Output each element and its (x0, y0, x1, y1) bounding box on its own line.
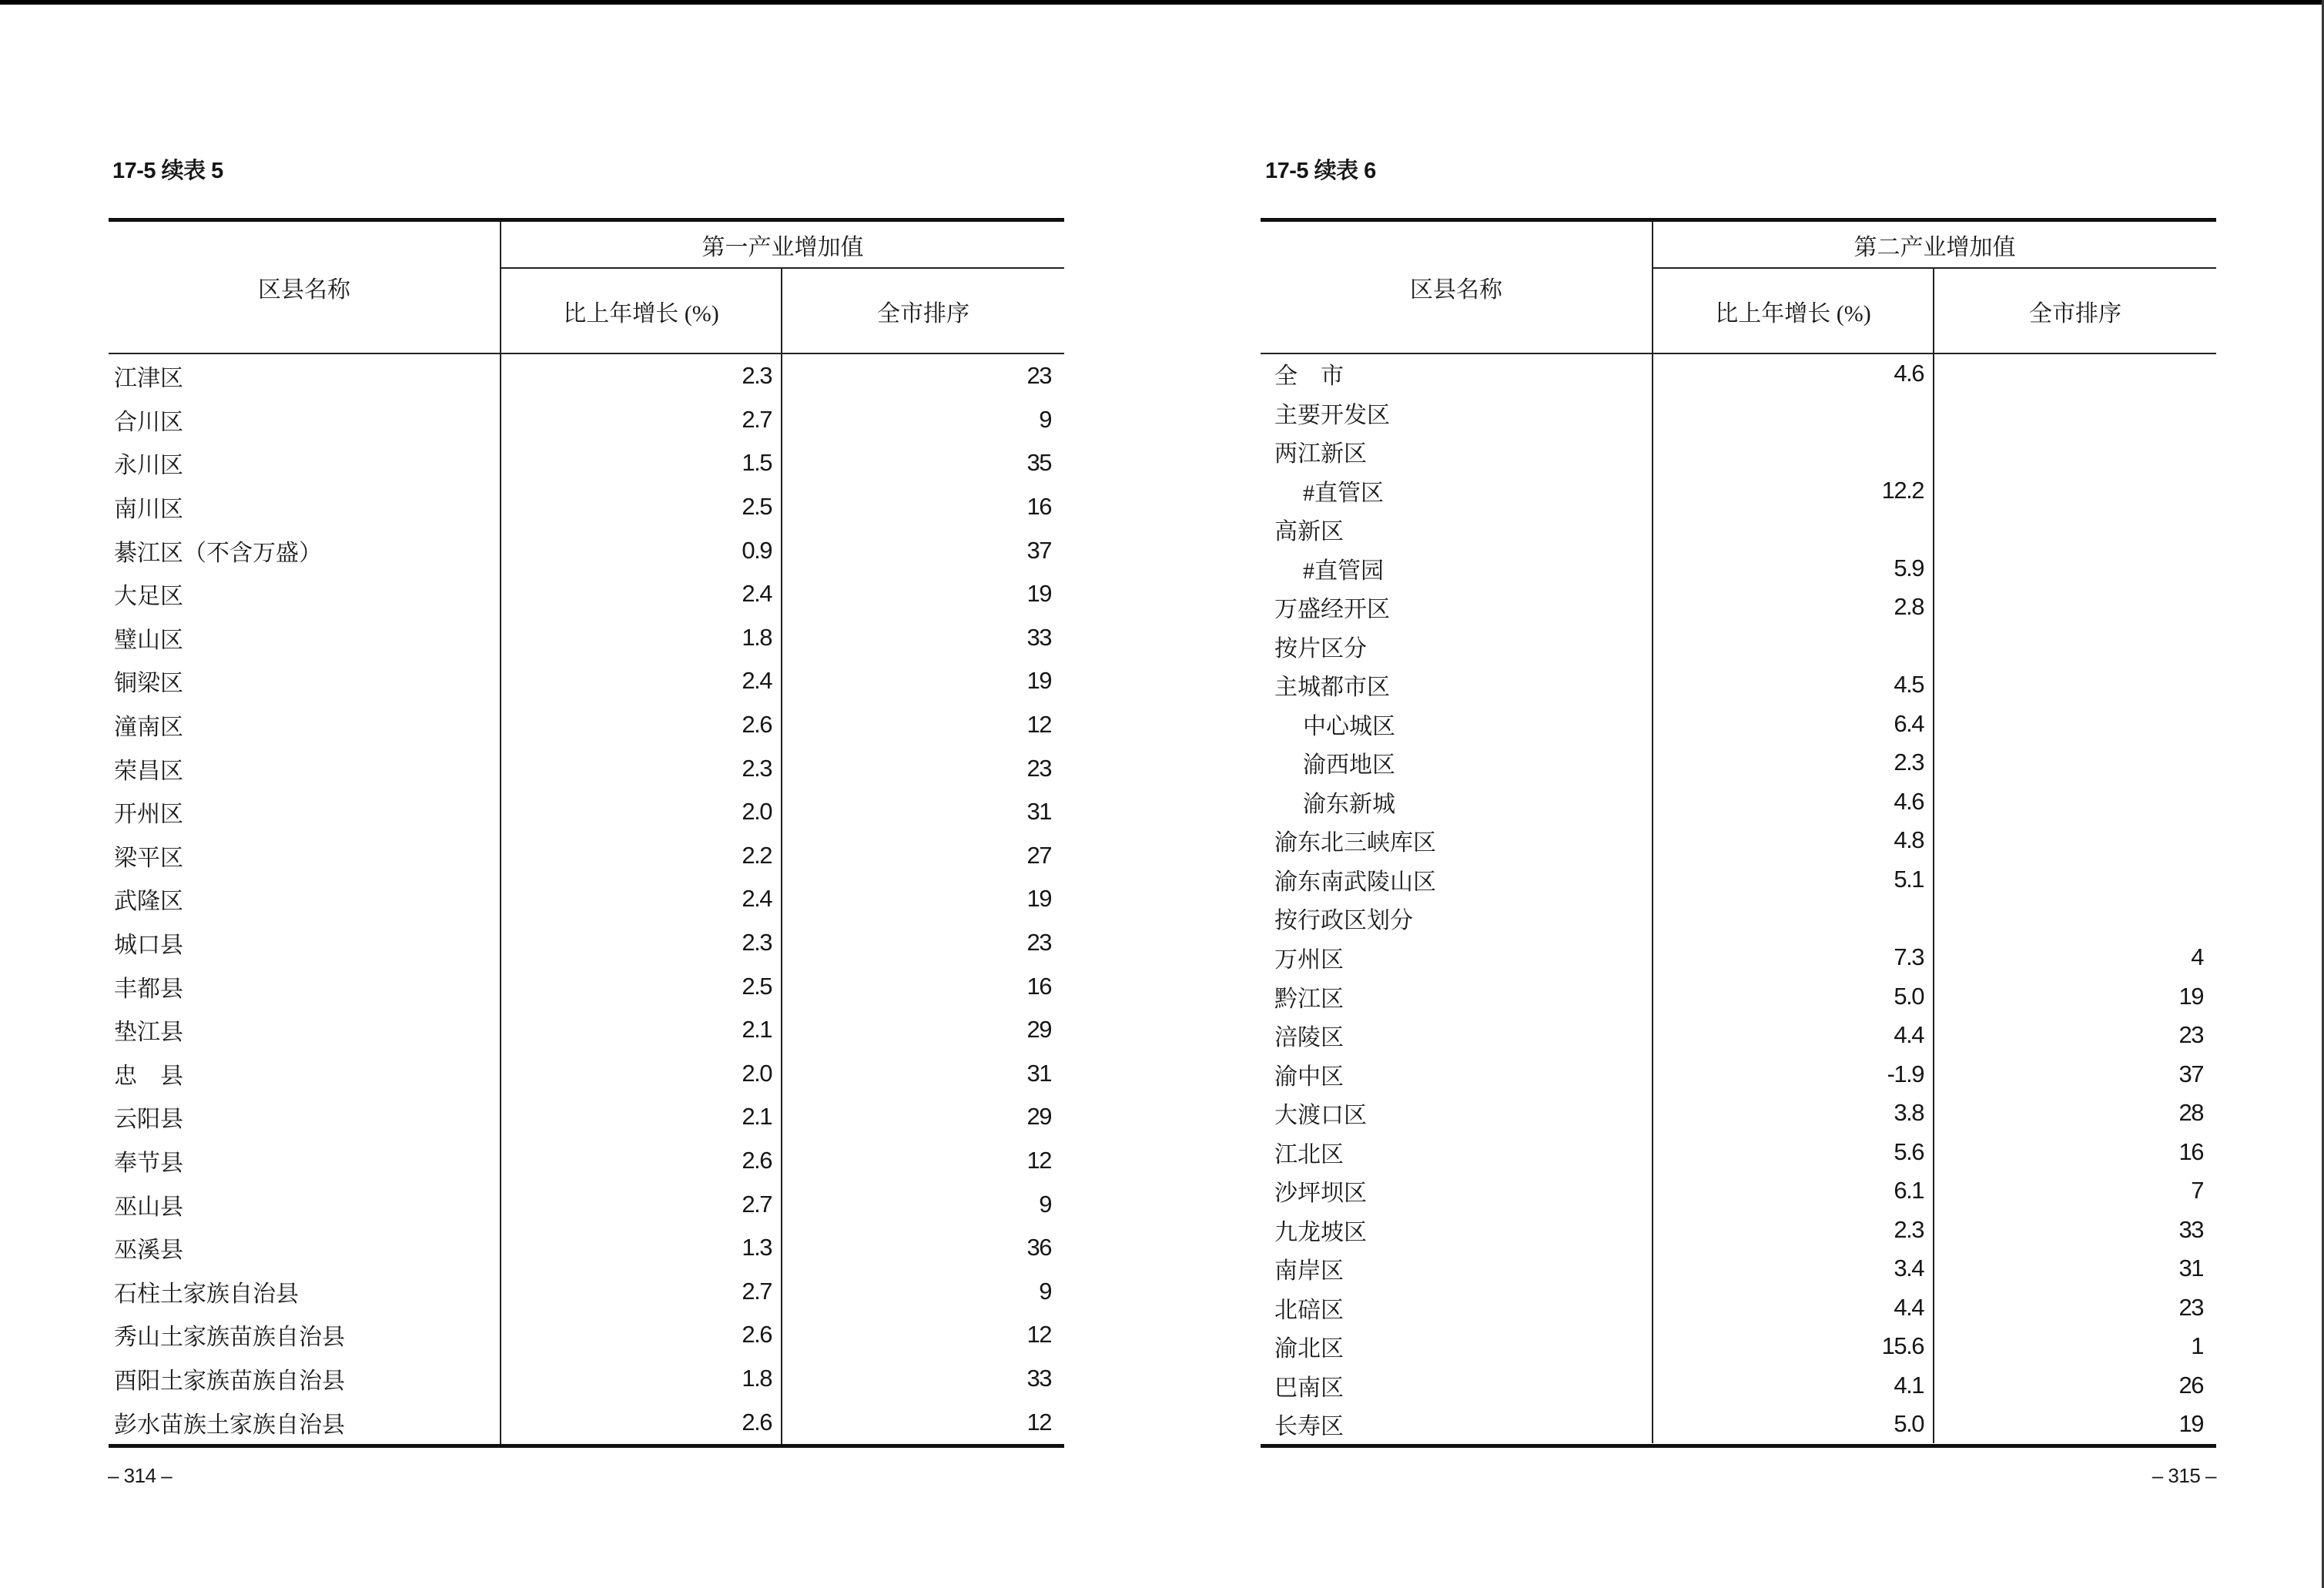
table-row (109, 834, 1064, 878)
growth-value: 2.6 (501, 1313, 782, 1357)
table-header (109, 222, 1064, 354)
table-row (109, 616, 1064, 660)
table-row (1261, 1054, 2216, 1094)
table-row (1261, 1094, 2216, 1133)
rank-value: 33 (2178, 1215, 2203, 1243)
district-name: 沙坪坝区 (1261, 1171, 1653, 1211)
table-row (109, 528, 1064, 572)
growth-value: 2.3 (501, 746, 782, 790)
rank-value: 23 (1026, 929, 1051, 956)
district-name: 按片区分 (1261, 627, 1653, 666)
district-name: 主城都市区 (1261, 665, 1653, 705)
district-name: 巫山县 (109, 1182, 501, 1226)
district-name: 高新区 (1261, 510, 1653, 549)
district-name: 渝东北三峡库区 (1261, 821, 1653, 860)
district-name: 酉阳土家族苗族自治县 (109, 1357, 501, 1401)
growth-value: 2.3 (1653, 1210, 1934, 1249)
secondary-industry-table (1261, 218, 2216, 1448)
table-row (109, 1052, 1064, 1096)
growth-value: 2.7 (501, 1182, 782, 1226)
header-industry-group: 第一产业增加值 (501, 222, 1064, 269)
growth-value: 1.3 (501, 1226, 782, 1270)
table-header (1261, 222, 2216, 354)
district-name: 忠 县 (109, 1052, 501, 1096)
table-row (1261, 588, 2216, 627)
district-name: 丰都县 (109, 964, 501, 1008)
page-title: 17-5 续表 5 (112, 159, 223, 183)
table-row (109, 1269, 1064, 1313)
rank-value: 12 (1026, 1408, 1051, 1436)
rank-value: 35 (1026, 449, 1051, 477)
table-row (109, 921, 1064, 965)
growth-value: 4.5 (1653, 665, 1934, 705)
district-name: 铜梁区 (109, 659, 501, 703)
rank-value: 19 (1026, 580, 1051, 608)
table-body (109, 354, 1064, 1444)
growth-value: 2.3 (501, 921, 782, 965)
rank-value (1934, 510, 2216, 549)
growth-value: 4.1 (1653, 1365, 1934, 1405)
growth-value: 7.3 (1653, 938, 1934, 977)
rank-value (1934, 782, 2216, 822)
table-row (109, 790, 1064, 834)
growth-value: 5.1 (1653, 860, 1934, 900)
table-row (1261, 549, 2216, 588)
rank-value (1934, 471, 2216, 511)
rank-value: 12 (1026, 1321, 1051, 1348)
district-name: 主要开发区 (1261, 394, 1653, 433)
table-row (1261, 1365, 2216, 1405)
table-row (1261, 899, 2216, 938)
growth-value: 4.6 (1653, 354, 1934, 394)
table-row (109, 485, 1064, 529)
table-row (1261, 510, 2216, 549)
growth-value: 2.0 (501, 1052, 782, 1096)
table-row (109, 877, 1064, 921)
table-row (109, 572, 1064, 616)
table-row (109, 1313, 1064, 1357)
table-row (1261, 1327, 2216, 1366)
table-row (1261, 743, 2216, 782)
table-row (109, 1357, 1064, 1401)
rank-value: 19 (1026, 885, 1051, 913)
growth-value: 6.4 (1653, 705, 1934, 744)
table-row (1261, 394, 2216, 433)
district-name: 永川区 (109, 441, 501, 485)
table-row (1261, 1132, 2216, 1171)
rank-value: 23 (2178, 1293, 2203, 1321)
growth-value: -1.9 (1653, 1054, 1934, 1094)
rank-value: 12 (1026, 1146, 1051, 1174)
rank-value (1934, 665, 2216, 705)
rank-value (1934, 627, 2216, 666)
district-name: 大足区 (109, 572, 501, 616)
rank-value (1934, 432, 2216, 471)
growth-value: 15.6 (1653, 1327, 1934, 1366)
district-name: 万盛经开区 (1261, 588, 1653, 627)
header-growth: 比上年增长 (%) (1653, 269, 1934, 353)
growth-value: 3.8 (1653, 1094, 1934, 1133)
table-row (109, 1226, 1064, 1270)
district-name: 綦江区（不含万盛） (109, 528, 501, 572)
district-name: 全 市 (1261, 354, 1653, 394)
district-name: 两江新区 (1261, 432, 1653, 471)
growth-value: 2.3 (501, 354, 782, 398)
growth-value: 2.5 (501, 964, 782, 1008)
district-name: 合川区 (109, 398, 501, 442)
table-row (1261, 821, 2216, 860)
growth-value (1653, 899, 1934, 938)
rank-value (1934, 860, 2216, 900)
rank-value (1934, 743, 2216, 782)
district-name: 彭水苗族土家族自治县 (109, 1400, 501, 1444)
district-name: 江北区 (1261, 1132, 1653, 1171)
rank-value: 29 (1026, 1103, 1051, 1131)
district-name: 巴南区 (1261, 1365, 1653, 1405)
district-name: 潼南区 (109, 703, 501, 747)
table-row (1261, 354, 2216, 394)
scan-edge-top (0, 0, 2324, 5)
header-industry-group: 第二产业增加值 (1653, 222, 2216, 269)
growth-value: 2.4 (501, 572, 782, 616)
table-row (1261, 1016, 2216, 1055)
growth-value: 5.9 (1653, 549, 1934, 588)
rank-value: 12 (1026, 711, 1051, 739)
growth-value: 2.4 (501, 659, 782, 703)
rank-value: 7 (2191, 1177, 2203, 1204)
district-name: 城口县 (109, 921, 501, 965)
district-name: 九龙坡区 (1261, 1210, 1653, 1249)
growth-value: 2.6 (501, 1400, 782, 1444)
growth-value: 2.2 (501, 834, 782, 878)
rank-value: 9 (1039, 1190, 1051, 1218)
growth-value: 2.4 (501, 877, 782, 921)
district-name: 梁平区 (109, 834, 501, 878)
rank-value: 23 (2178, 1021, 2203, 1049)
page-number: – 314 – (108, 1464, 172, 1487)
rank-value: 29 (1026, 1016, 1051, 1044)
page-number: – 315 – (2152, 1464, 2216, 1487)
rank-value: 1 (2191, 1332, 2203, 1360)
table-row (109, 354, 1064, 398)
table-row (1261, 1171, 2216, 1211)
growth-value: 1.8 (501, 1357, 782, 1401)
growth-value: 4.6 (1653, 782, 1934, 822)
district-name: #直管区 (1261, 471, 1653, 511)
district-name: 渝东新城 (1261, 782, 1653, 822)
table-row (109, 1008, 1064, 1052)
rank-value: 27 (1026, 841, 1051, 869)
rank-value: 23 (1026, 362, 1051, 390)
table-row (109, 703, 1064, 747)
growth-value: 2.7 (501, 398, 782, 442)
rank-value: 31 (1026, 1059, 1051, 1087)
table-row (1261, 665, 2216, 705)
rank-value: 9 (1039, 1277, 1051, 1305)
growth-value: 4.4 (1653, 1016, 1934, 1055)
table-row (109, 659, 1064, 703)
growth-value (1653, 394, 1934, 433)
district-name: 渝中区 (1261, 1054, 1653, 1094)
growth-value: 0.9 (501, 528, 782, 572)
growth-value: 2.0 (501, 790, 782, 834)
header-rank: 全市排序 (2029, 300, 2121, 327)
district-name: 按行政区划分 (1261, 899, 1653, 938)
rank-value (1934, 899, 2216, 938)
table-row (109, 398, 1064, 442)
rank-value: 33 (1026, 623, 1051, 651)
growth-value: 4.4 (1653, 1288, 1934, 1327)
growth-value: 2.6 (501, 1139, 782, 1183)
growth-value: 5.0 (1653, 977, 1934, 1016)
header-district-name: 区县名称 (109, 222, 501, 353)
growth-value: 2.8 (1653, 588, 1934, 627)
header-district-name: 区县名称 (1261, 222, 1653, 353)
growth-value: 4.8 (1653, 821, 1934, 860)
table-row (1261, 705, 2216, 744)
district-name: 江津区 (109, 354, 501, 398)
growth-value: 1.8 (501, 616, 782, 660)
rank-value: 4 (2191, 943, 2203, 970)
district-name: 涪陵区 (1261, 1016, 1653, 1055)
table-row (1261, 977, 2216, 1016)
district-name: 奉节县 (109, 1139, 501, 1183)
district-name: #直管园 (1261, 549, 1653, 588)
header-rank: 全市排序 (877, 300, 969, 327)
district-name: 渝西地区 (1261, 743, 1653, 782)
district-name: 武隆区 (109, 877, 501, 921)
growth-value (1653, 432, 1934, 471)
growth-value (1653, 627, 1934, 666)
rank-value: 26 (2178, 1371, 2203, 1399)
district-name: 中心城区 (1261, 705, 1653, 744)
table-row (109, 964, 1064, 1008)
district-name: 南川区 (109, 485, 501, 529)
table-row (109, 1139, 1064, 1183)
rank-value: 31 (2178, 1255, 2203, 1282)
table-row (1261, 1405, 2216, 1444)
table-row (1261, 1288, 2216, 1327)
rank-value (1934, 549, 2216, 588)
growth-value: 12.2 (1653, 471, 1934, 511)
district-name: 云阳县 (109, 1095, 501, 1139)
growth-value: 5.0 (1653, 1405, 1934, 1444)
table-row (109, 746, 1064, 790)
table-body (1261, 354, 2216, 1444)
district-name: 开州区 (109, 790, 501, 834)
district-name: 南岸区 (1261, 1249, 1653, 1288)
table-row (1261, 471, 2216, 511)
district-name: 璧山区 (109, 616, 501, 660)
district-name: 黔江区 (1261, 977, 1653, 1016)
district-name: 万州区 (1261, 938, 1653, 977)
district-name: 渝北区 (1261, 1327, 1653, 1366)
table-row (1261, 860, 2216, 900)
district-name: 秀山土家族苗族自治县 (109, 1313, 501, 1357)
table-row (1261, 1210, 2216, 1249)
district-name: 荣昌区 (109, 746, 501, 790)
table-row (1261, 938, 2216, 977)
growth-value: 1.5 (501, 441, 782, 485)
rank-value: 16 (1026, 493, 1051, 521)
rank-value: 23 (1026, 754, 1051, 782)
district-name: 大渡口区 (1261, 1094, 1653, 1133)
growth-value (1653, 510, 1934, 549)
table-row (1261, 432, 2216, 471)
district-name: 巫溪县 (109, 1226, 501, 1270)
rank-value: 33 (1026, 1364, 1051, 1392)
rank-value (1934, 394, 2216, 433)
growth-value: 2.6 (501, 703, 782, 747)
growth-value: 5.6 (1653, 1132, 1934, 1171)
rank-value: 31 (1026, 798, 1051, 826)
rank-value (1934, 821, 2216, 860)
growth-value: 3.4 (1653, 1249, 1934, 1288)
district-name: 长寿区 (1261, 1405, 1653, 1444)
table-row (109, 1182, 1064, 1226)
growth-value: 6.1 (1653, 1171, 1934, 1211)
rank-value: 19 (2178, 1410, 2203, 1438)
growth-value: 2.7 (501, 1269, 782, 1313)
rank-value: 19 (1026, 667, 1051, 695)
growth-value: 2.3 (1653, 743, 1934, 782)
rank-value: 36 (1026, 1234, 1051, 1261)
table-row (1261, 1249, 2216, 1288)
rank-value: 37 (2178, 1060, 2203, 1087)
table-row (1261, 627, 2216, 666)
page-title: 17-5 续表 6 (1265, 159, 1376, 183)
header-growth: 比上年增长 (%) (501, 269, 782, 353)
table-row (109, 1400, 1064, 1444)
rank-value (1934, 354, 2216, 394)
rank-value (1934, 705, 2216, 744)
rank-value: 16 (1026, 972, 1051, 1000)
growth-value: 2.5 (501, 485, 782, 529)
growth-value: 2.1 (501, 1095, 782, 1139)
district-name: 石柱土家族自治县 (109, 1269, 501, 1313)
primary-industry-table (109, 218, 1064, 1448)
growth-value: 2.1 (501, 1008, 782, 1052)
rank-value (1934, 588, 2216, 627)
district-name: 垫江县 (109, 1008, 501, 1052)
rank-value: 16 (2178, 1137, 2203, 1165)
rank-value: 28 (2178, 1099, 2203, 1127)
district-name: 渝东南武陵山区 (1261, 860, 1653, 900)
table-row (109, 1095, 1064, 1139)
table-row (1261, 782, 2216, 822)
rank-value: 19 (2178, 982, 2203, 1010)
rank-value: 9 (1039, 405, 1051, 433)
table-row (109, 441, 1064, 485)
rank-value: 37 (1026, 536, 1051, 564)
district-name: 北碚区 (1261, 1288, 1653, 1327)
